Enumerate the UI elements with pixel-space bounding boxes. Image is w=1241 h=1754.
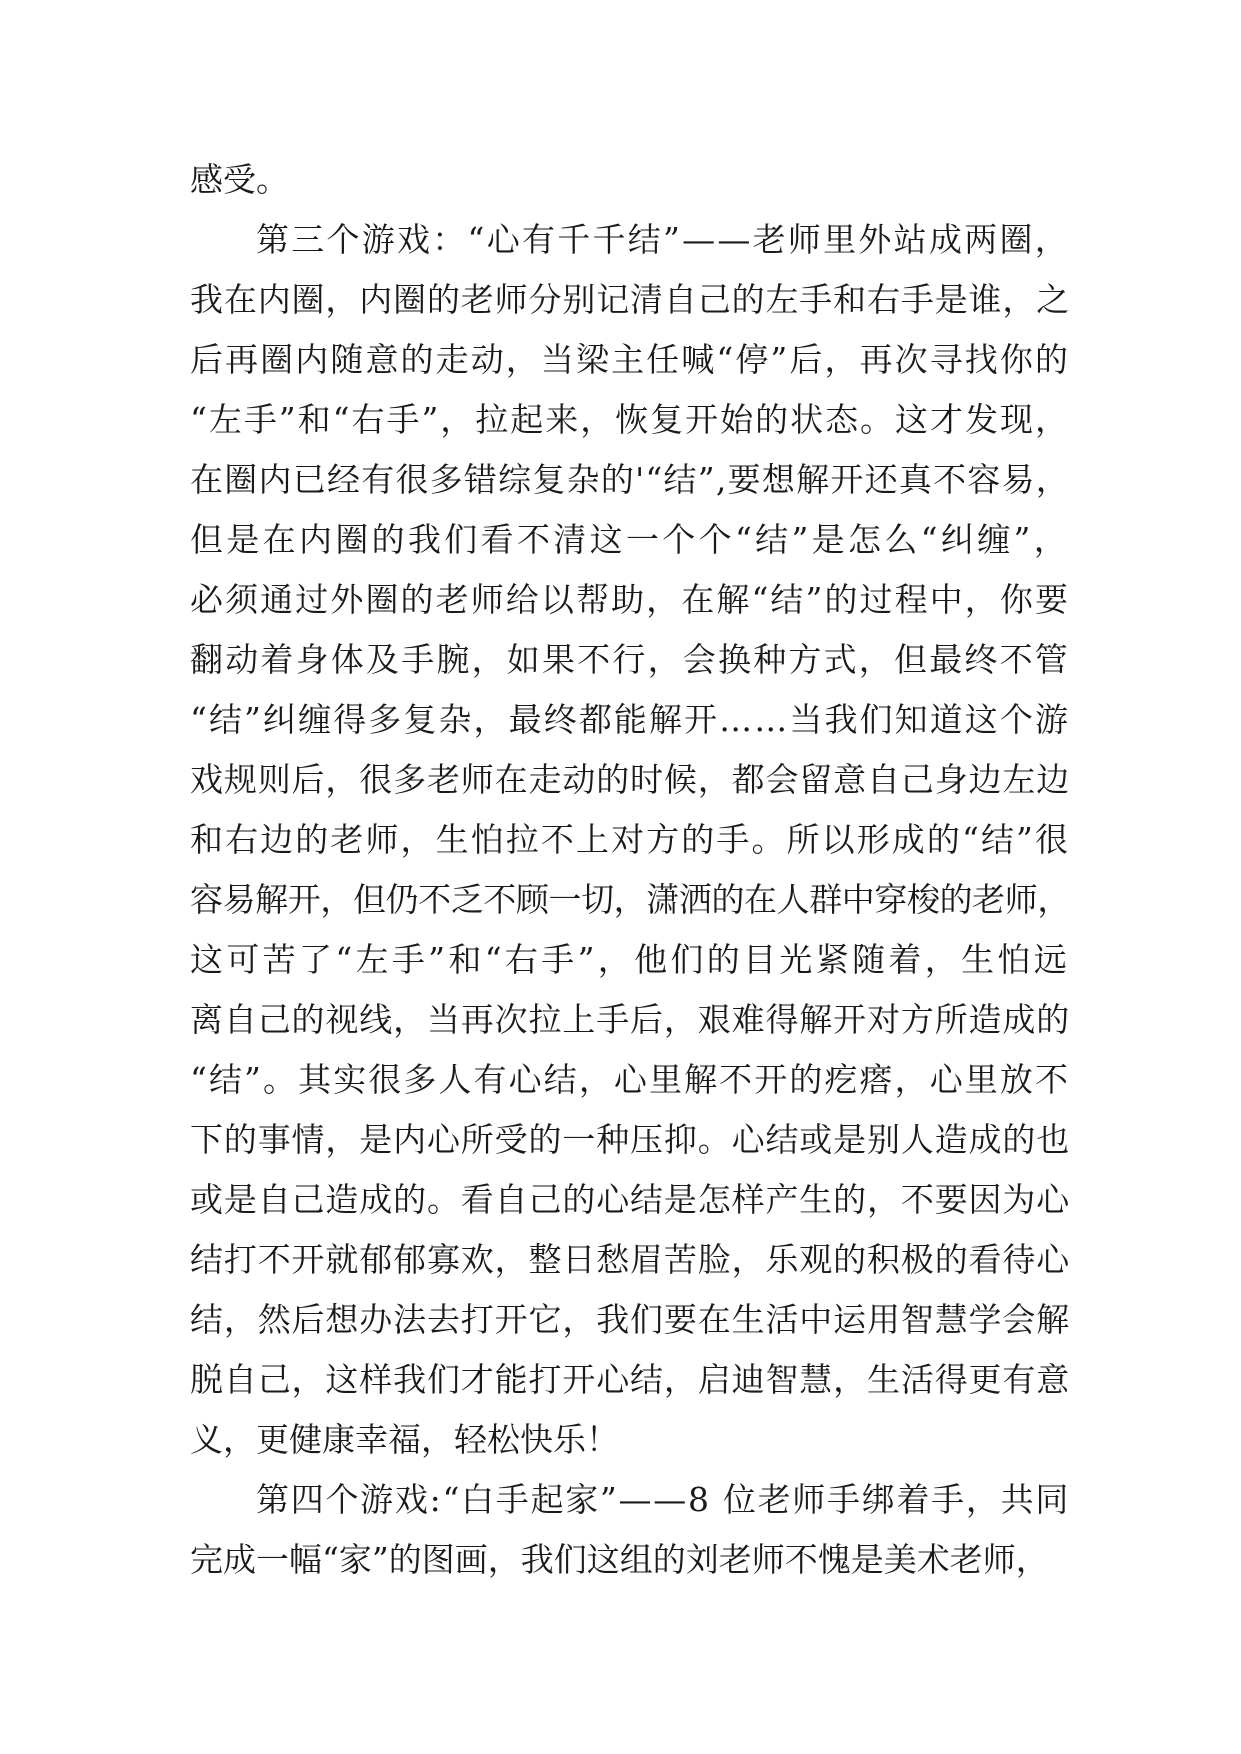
- text-line: 戏规则后，很多老师在走动的时候，都会留意自己身边左边: [190, 760, 1071, 799]
- paragraph-first-line: 第三个游戏：“心有千千结”——老师里外站成两圈，: [256, 220, 1070, 259]
- text-line: 后再圈内随意的走动，当梁主任喊“停”后，再次寻找你的: [190, 340, 1071, 379]
- text-line: 和右边的老师，生怕拉不上对方的手。所以形成的“结”很: [190, 820, 1071, 859]
- text-line: 下的事情，是内心所受的一种压抑。心结或是别人造成的也: [190, 1120, 1071, 1159]
- text-line: 或是自己造成的。看自己的心结是怎样产生的，不要因为心: [190, 1180, 1071, 1219]
- text-line: 感受。: [190, 160, 289, 199]
- text-line: 义，更健康幸福，轻松快乐！: [190, 1420, 619, 1459]
- text-line: 完成一幅“家”的图画，我们这组的刘老师不愧是美术老师，: [190, 1540, 1049, 1579]
- text-line: 离自己的视线，当再次拉上手后，艰难得解开对方所造成的: [190, 1000, 1071, 1039]
- text-line: 翻动着身体及手腕，如果不行，会换种方式，但最终不管: [190, 640, 1070, 679]
- text-line: 这可苦了“左手”和“右手”，他们的目光紧随着，生怕远: [190, 940, 1071, 979]
- document-body: [190, 150, 1070, 1590]
- paragraph-first-line: 第四个游戏:“白手起家”——8 位老师手绑着手，共同: [256, 1480, 1071, 1519]
- text-line: 结打不开就郁郁寡欢，整日愁眉苦脸，乐观的积极的看待心: [190, 1240, 1071, 1279]
- text-line: 我在内圈，内圈的老师分别记清自己的左手和右手是谁，之: [190, 280, 1071, 319]
- text-line: 在圈内已经有很多错综复杂的'“结”,要想解开还真不容易，: [190, 460, 1071, 499]
- text-line: “结”。其实很多人有心结，心里解不开的疙瘩，心里放不: [190, 1060, 1071, 1099]
- text-line: 必须通过外圈的老师给以帮助，在解“结”的过程中，你要: [190, 580, 1071, 619]
- text-line: 脱自己，这样我们才能打开心结，启迪智慧，生活得更有意: [190, 1360, 1071, 1399]
- text-line: 结，然后想办法去打开它，我们要在生活中运用智慧学会解: [190, 1300, 1071, 1339]
- text-line: 容易解开，但仍不乏不顾一切，潇洒的在人群中穿梭的老师，: [190, 880, 1070, 919]
- text-line: “左手”和“右手”，拉起来，恢复开始的状态。这才发现，: [190, 400, 1070, 439]
- text-line: “结”纠缠得多复杂，最终都能解开……当我们知道这个游: [190, 700, 1071, 739]
- text-line: 但是在内圈的我们看不清这一个个“结”是怎么“纠缠”，: [190, 520, 1071, 559]
